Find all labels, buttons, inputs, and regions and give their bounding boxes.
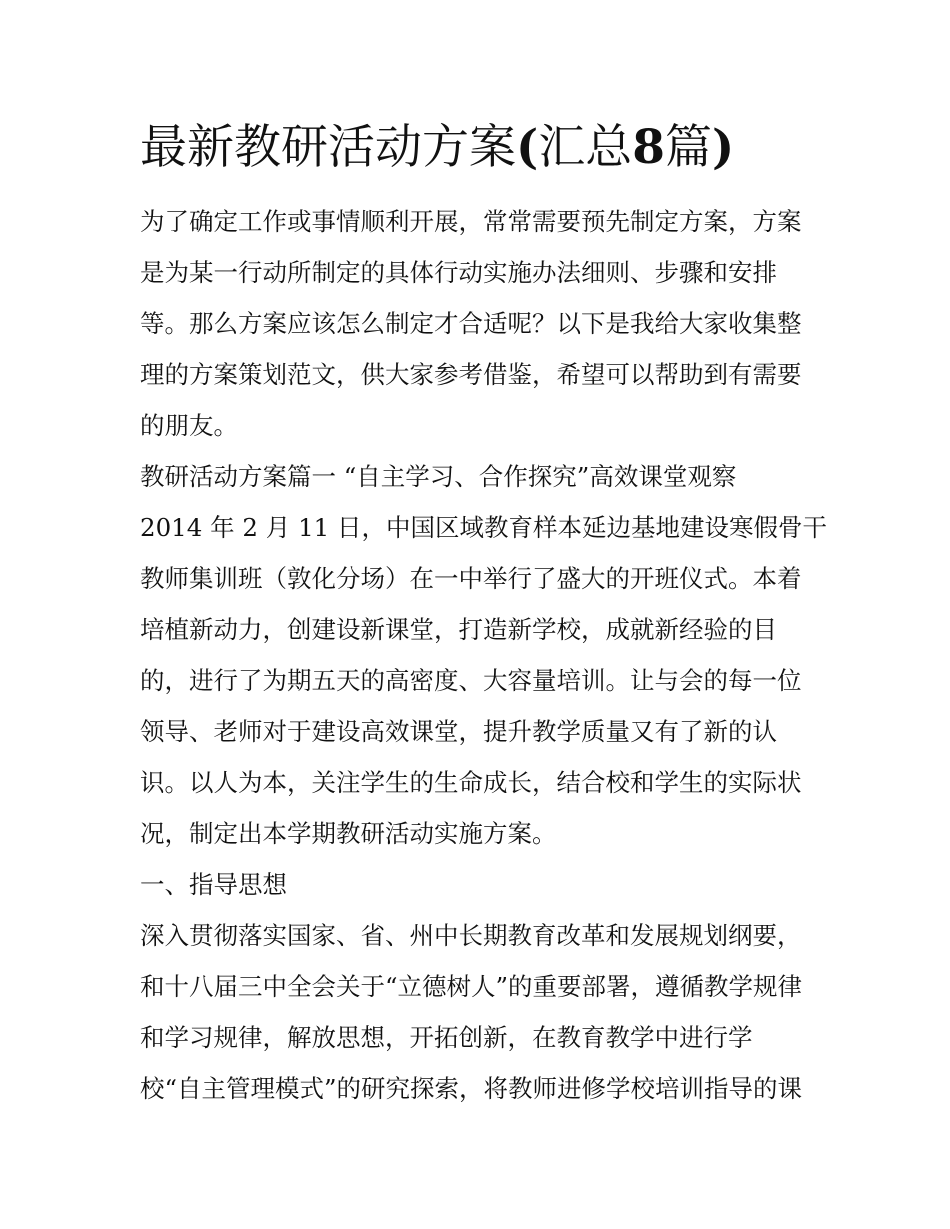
section-heading: 一、指导思想 (140, 870, 287, 899)
title-summary-word: 汇总 (538, 120, 633, 175)
body-line: 为了确定工作或事情顺利开展，常常需要预先制定方案，方案 (140, 207, 802, 236)
body-line: 等。那么方案应该怎么制定才合适呢？以下是我给大家收集整 (140, 309, 802, 338)
title-count: 8 (632, 120, 665, 175)
body-line: 况，制定出本学期教研活动实施方案。 (140, 819, 557, 848)
title-text: 最新教研活动方案 (140, 120, 516, 175)
body-line: 教师集训班（敦化分场）在一中举行了盛大的开班仪式。本着 (140, 564, 802, 593)
title-close-paren: ) (711, 120, 735, 175)
body-line: 领导、老师对于建设高效课堂，提升教学质量又有了新的认 (140, 717, 777, 746)
body-line: 培植新动力，创建设新课堂，打造新学校，成就新经验的目 (140, 615, 777, 644)
body-line: 识。以人为本，关注学生的生命成长，结合校和学生的实际状 (140, 768, 802, 797)
body-line: 理的方案策划范文，供大家参考借鉴，希望可以帮助到有需要 (140, 360, 802, 389)
document-title (140, 118, 840, 178)
body-line: 校“自主管理模式”的研究探索，将教师进修学校培训指导的课 (140, 1074, 803, 1103)
body-line: 和学习规律，解放思想，开拓创新，在教育教学中进行学 (140, 1023, 753, 1052)
title-open-paren: ( (516, 120, 539, 175)
section-heading: 教研活动方案篇一 “自主学习、合作探究”高效课堂观察 (140, 462, 737, 491)
body-line: 和十八届三中全会关于“立德树人”的重要部署，遵循教学规律 (140, 972, 803, 1001)
body-line: 2014 年 2 月 11 日，中国区域教育样本延边基地建设寒假骨干 (140, 513, 828, 542)
body-line: 深入贯彻落实国家、省、州中长期教育改革和发展规划纲要， (140, 921, 802, 950)
body-line: 的，进行了为期五天的高密度、大容量培训。让与会的每一位 (140, 666, 802, 695)
body-line: 的朋友。 (140, 411, 238, 440)
body-line: 是为某一行动所制定的具体行动实施办法细则、步骤和安排 (140, 258, 777, 287)
title-unit: 篇 (664, 120, 712, 175)
